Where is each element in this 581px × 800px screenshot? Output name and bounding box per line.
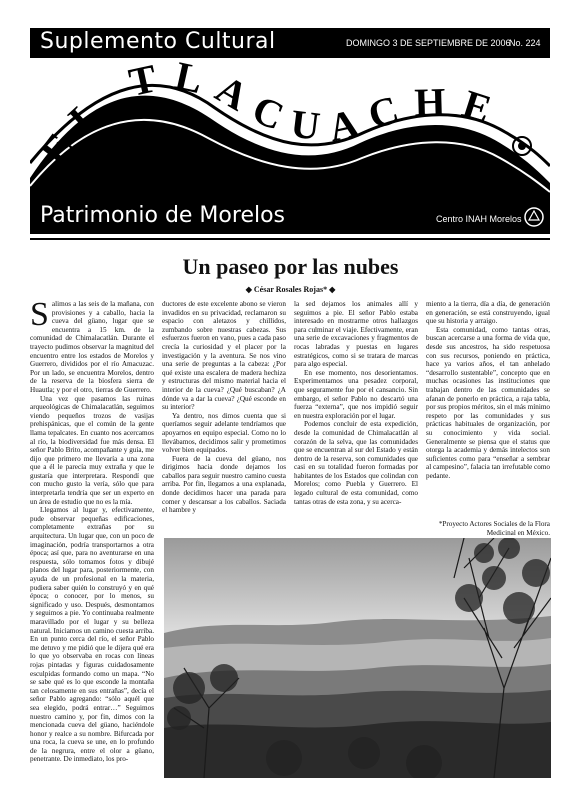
landscape-photo	[164, 538, 551, 778]
section-title: Patrimonio de Morelos	[40, 203, 286, 228]
masthead-rule	[30, 238, 550, 240]
supplement-title: Suplemento Cultural	[40, 29, 276, 54]
paragraph: miento a la tierra, día a día, de generación en generación, se está construyendo, igual que su historia y arraigo.	[426, 300, 550, 326]
author-footnote: *Proyecto Actores Sociales de la Flora Medicinal en México.	[438, 520, 550, 537]
paragraph: Podemos concluir de esta expedición, desde la comunidad de Chimalacatlán al corazón de la selva, que las comunidades que se encuentran al sur del Estado y están dentro de la reserva, son comunidades que casi en su totalidad fueron formadas por habitantes de los Estados que colindan con Morelos; como Puebla y Guerrero. El legado cultural de esta comunidad, como tantas otras de esta zona, y su acerca-	[294, 420, 418, 506]
article-column-1	[30, 300, 154, 778]
issue-number: No. 224	[509, 38, 541, 48]
paragraph: Una vez que pasamos las ruinas arqueológicas de Chimalacatlán, seguimos viendo pequeños trozos de vasijas prehispánicas, que el común de la gente llama tepalcates. En cuanto nos acercamos al río, la biodiversidad fue más densa. El señor Pablo Brito, acompañante y guía, me dijo que primero me llevaría a una zona que a él le parecía muy extraña y que le gustaría que interpretara. Respondí que con mucho gusto la vería, sólo que para interpretarla tendría que ser un experto en un área de estudio que no es la mía.	[30, 394, 154, 506]
inah-logo-icon	[523, 206, 545, 228]
masthead-wave-logo	[30, 58, 550, 200]
inah-center-label: Centro INAH Morelos	[436, 214, 522, 224]
paragraph: la sed dejamos los animales allí y seguimos a pie. El señor Pablo estaba interesado en mostrarme otros hallazgos para culminar el viaje. Efectivamente, eran una serie de excavaciones y fragmentos de rocas labradas y puestas en lugares estratégicos, como si se tratara de marcas para algo especial.	[294, 300, 418, 369]
paragraph: ductores de este excelente abono se vieron invadidos en su privacidad, reclamaron su espacio con aletazos y chillidos, zumbando sobre nuestras cabezas. Sus esfuerzos fueron en vano, pues a cada paso crecía la curiosidad y el placer por la investigación y la aventura. Se nos vino una serie de preguntas a la cabeza: ¿Por qué existe una escalera de madera hechiza y estructuras del mismo material hacia el interior de la cueva? ¿Qué buscaban? ¿A dónde va a dar la cueva? ¿Qué esconde en su interior?	[162, 300, 286, 412]
article-byline: ◆ César Rosales Rojas* ◆	[245, 285, 336, 294]
newspaper-title: EL TLACUACHE	[30, 58, 510, 174]
issue-date: DOMINGO 3 DE SEPTIEMBRE DE 2006	[346, 38, 511, 48]
article-column-2	[162, 300, 286, 535]
paragraph: Ya dentro, nos dimos cuenta que si queríamos seguir adelante tendríamos que apoyarnos en equipo especial. Como no lo llevábamos, decidimos salir y prometimos volver bien equipados.	[162, 411, 286, 455]
paragraph: Esta comunidad, como tantas otras, buscan acercarse a una forma de vida que, desde sus ancestros, ha sido respetuosa con sus recursos, poniendo en práctica, hace ya varios años, el tan anhelado “desarrollo sustentable”, concepto que en muchas ocasiones las instituciones que trabajan dentro de las comunidades se afanan de ponerlo en práctica, a raja tabla, por sus propios méritos, sin el más mínimo respeto por las comunidades y sus prácticas habituales de organización, por su conocimiento y vida social. Generalmente se piensa que el status que otorga la academia y demás intelectos son suficientes como para “enseñar a sembrar al campesino”, falacia tan irrefutable como pedante.	[426, 325, 550, 480]
article-column-4	[426, 300, 550, 535]
article-headline: Un paseo por las nubes	[182, 254, 399, 279]
paragraph: Llegamos al lugar y, efectivamente, pude observar pequeñas edificaciones, completamente extrañas por su arquitectura. Un lugar que, con un poco de imaginación, podría transportarnos a otra época; así que, para no aventurarse en una respuesta, sólo tomamos fotos y dibujé planos del lugar para, posteriormente, con ayuda de un profesional en la materia, pudiera saber quién lo construyó y en qué época; o conocer, por lo menos, su significado y uso. Después, desmontamos y seguimos a pie. Yo continuaba realmente maravillado por el lugar y su belleza natural. Iniciamos un camino cuesta arriba. En un punto cerca del río, el señor Pablo me detuvo y me pidió que le dijera qué era lo que yo observaba en rocas con líneas rojas pintadas y figuras cuidadosamente esculpidas formando como un mapa. “No se sabe qué es lo que esconde la montaña tan celosamente en sus entrañas”, decía el señor Pablo agregando: “sólo aquél que sea elegido, podrá entrar…” Seguimos nuestro camino y, por fin, dimos con la mencionada cueva del güano, haciéndole honor y realce a su nombre. Bifurcada por una roca, la cueva se une, en lo profundo de la negrura, entre el olor a güano, penetrante. De inmediato, los pro-	[30, 506, 154, 764]
masthead	[30, 28, 550, 234]
paragraph: alimos a las seis de la mañana, con provisiones y a caballo, hacia la cueva del güano, lugar que se encuentra a 15 km. de la comunidad de Chimalacatlán. Durante el trayecto pudimos observar la magnitud del encuentro entre los estados de Morelos y Guerrero, divididos por el río Amacuzac. Por un lado, se encuentra Morelos, dentro de la reserva de la biosfera sierra de Huautla; y por el otro, tierras de Guerrero.	[30, 300, 154, 394]
paragraph: Fuera de la cueva del güano, nos dirigimos hacia donde dejamos los caballos para seguir nuestro camino cuesta arriba. Por fin, llegamos a una explanada, donde decidimos hacer una parada para comer y descansar a los caballos. Saciada el hambre y	[162, 454, 286, 515]
paragraph: En ese momento, nos desorientamos. Experimentamos una pesadez corporal, que seguramente fue por el cansancio. Sin embargo, el señor Pablo no descartó una fuerza “externa”, que nos impidió seguir en nuestra exploración por el lugar.	[294, 368, 418, 420]
drop-cap: S	[30, 300, 49, 333]
article-column-3	[294, 300, 418, 535]
